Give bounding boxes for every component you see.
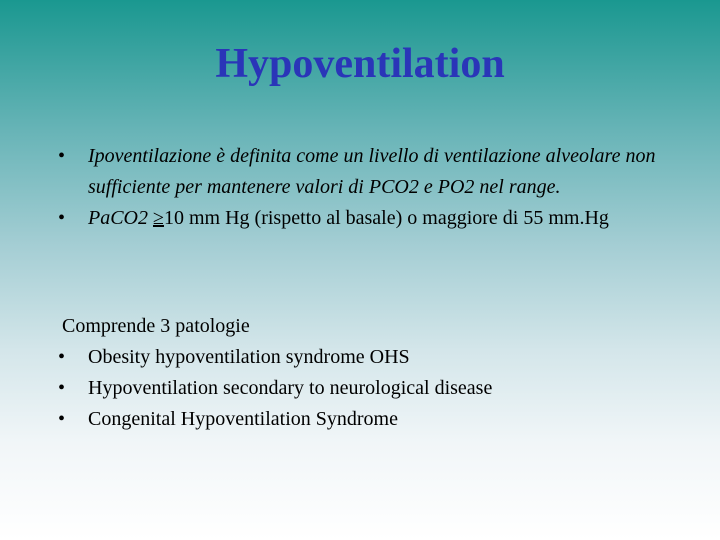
list-item-text: Obesity hypoventilation syndrome OHS bbox=[88, 346, 410, 368]
list-item bbox=[58, 373, 682, 404]
bullet-marker: • bbox=[58, 346, 66, 368]
bullet-marker: • bbox=[58, 377, 66, 399]
bullet-marker: • bbox=[58, 145, 66, 167]
pathologies-list bbox=[58, 342, 682, 435]
slide-title: Hypoventilation bbox=[215, 41, 505, 87]
bullet-text-paco2-label: PaCO2 bbox=[88, 207, 153, 229]
bullet-text-paco2-value: 10 mm Hg (rispetto al basale) o maggiore di 55 mm.Hg bbox=[163, 207, 609, 229]
list-item-text: Congenital Hypoventilation Syndrome bbox=[88, 408, 398, 430]
bullet-item-definition bbox=[58, 141, 658, 203]
list-item-text: Hypoventilation secondary to neurological disease bbox=[88, 377, 493, 399]
definition-bullet-list bbox=[58, 141, 658, 234]
bullet-marker: • bbox=[58, 408, 66, 430]
bullet-text-geq-symbol: ≥ bbox=[153, 207, 164, 229]
bullet-item-paco2 bbox=[58, 203, 658, 234]
section-heading: Comprende 3 patologie bbox=[62, 315, 250, 337]
list-item bbox=[58, 404, 682, 435]
bullet-marker: • bbox=[58, 207, 66, 229]
list-item bbox=[58, 342, 682, 373]
pathologies-section bbox=[58, 311, 682, 435]
bullet-text-definition: Ipoventilazione è definita come un livello di ventilazione alveolare non sufficiente per mantenere valori di PCO2 e PO2 nel range. bbox=[88, 145, 656, 198]
